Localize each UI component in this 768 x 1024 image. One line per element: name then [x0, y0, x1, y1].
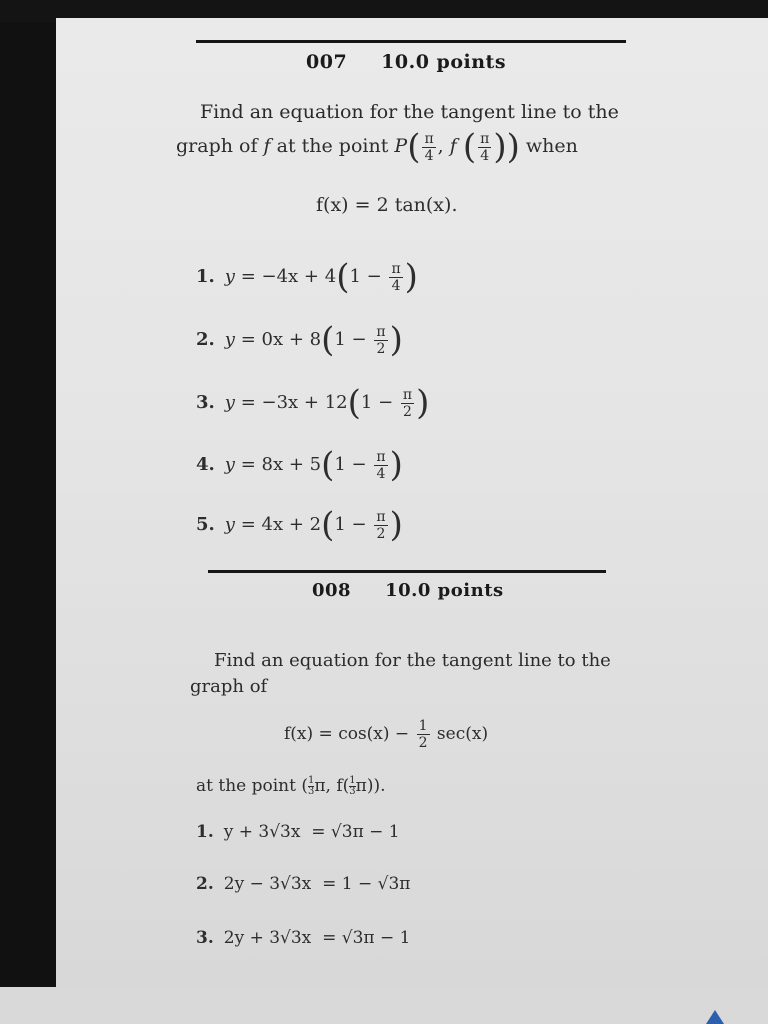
q007-option-5: 5. y = 4x + 2(1 − $\frac{\pi}{2}$ ): [196, 505, 403, 545]
q008-points: 10.0 points: [385, 580, 504, 601]
q007-option-1: 1. y = −4x + 4(1 − $\frac{\pi}{4}$ ): [196, 257, 418, 297]
q008-number: 008: [312, 580, 352, 601]
q008-header: [312, 580, 504, 601]
q008-prompt-line1: Find an equation for the tangent line to the: [214, 650, 611, 671]
q008-function: f(x) = cos(x) − $\frac{1}{2}$ sec(x): [284, 718, 489, 751]
paper-bottom-area: [0, 987, 768, 1024]
q008-top-rule: [208, 570, 606, 573]
q007-points: 10.0 points: [381, 51, 507, 73]
q008-prompt-line2: graph of: [190, 676, 268, 697]
q007-option-2: 2. y = 0x + 8(1 − $\frac{\pi}{2}$ ): [196, 320, 403, 360]
q007-prompt-line1: Find an equation for the tangent line to the: [200, 101, 619, 123]
q007-number: 007: [306, 51, 348, 73]
q008-point: at the point ( $\frac{1}{3}$ π, f( $\frac{1}{3}$ π)).: [196, 775, 386, 797]
q007-function: f(x) = 2 tan(x).: [316, 194, 458, 216]
q007-option-4: 4. y = 8x + 5(1 − $\frac{\pi}{4}$ ): [196, 445, 403, 485]
q007-prompt-line2: graph of f at the point P( $\frac{\pi}{4}$ , f ( $\frac{\pi}{4}$ )) when: [176, 127, 578, 167]
q007-header: [306, 51, 506, 73]
corner-marker-icon: [706, 1010, 724, 1024]
q008-option-1: 1. y + 3√3x = √3π − 1: [196, 822, 400, 842]
q008-option-3: 3. 2y + 3√3x = √3π − 1: [196, 928, 411, 948]
q007-option-3: 3. y = −3x + 12(1 − $\frac{\pi}{2}$ ): [196, 383, 430, 423]
q007-top-rule: [196, 40, 626, 43]
paper-left-shadow: [0, 22, 56, 987]
q008-option-2: 2. 2y − 3√3x = 1 − √3π: [196, 874, 411, 894]
paper-sheet: [56, 18, 768, 1024]
